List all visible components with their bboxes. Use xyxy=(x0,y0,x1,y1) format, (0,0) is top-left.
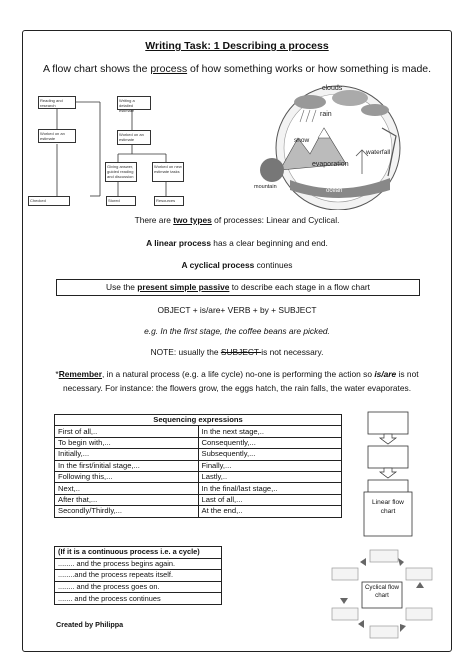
table-cell: Secondly/Thirdly,... xyxy=(55,506,199,517)
grammar-keyword: present simple passive xyxy=(137,282,230,292)
table-cell: Initially,... xyxy=(55,449,199,460)
middle-flow-box-2: Worked on an estimate xyxy=(117,130,151,145)
intro-text xyxy=(40,61,434,77)
passive-example: e.g. In the first stage, the coffee beans are picked. xyxy=(144,326,330,336)
table-cell: Consequently,... xyxy=(198,437,342,448)
table-cell: In the first/initial stage,... xyxy=(55,460,199,471)
grammar-pre: Use the xyxy=(106,282,138,292)
middle-flow-box-4: Worked on new estimate tasks xyxy=(152,162,184,182)
linear-rest: has a clear beginning and end. xyxy=(210,238,328,248)
water-cycle-label-evaporation: evaporation xyxy=(312,161,349,168)
table-cell: To begin with,... xyxy=(55,437,199,448)
types-line xyxy=(0,215,474,225)
note-post: is not necessary. xyxy=(261,347,324,357)
continuous-title: (If it is a continuous process i.e. a cycle) xyxy=(55,547,222,559)
linear-bold: A linear process xyxy=(146,238,211,248)
table-cell: Lastly,.. xyxy=(198,471,342,482)
table-row xyxy=(55,483,342,494)
table-row xyxy=(55,494,342,505)
table-row xyxy=(55,593,222,605)
middle-flow-box-6: Resources xyxy=(154,196,184,206)
note-strike: SUBJECT xyxy=(220,347,262,357)
table-row xyxy=(55,581,222,593)
water-cycle-illustration xyxy=(250,80,425,210)
types-post: of processes: Linear and Cyclical. xyxy=(211,215,340,225)
left-flow-box-2: Worked on an estimate xyxy=(38,129,76,143)
remember-keyword: Remember xyxy=(58,369,102,379)
passive-formula: OBJECT + is/are+ VERB + by + SUBJECT xyxy=(157,305,317,315)
grammar-post: to describe each stage in a flow chart xyxy=(229,282,370,292)
table-cell: ........ and the process begins again. xyxy=(55,558,222,570)
types-pre: There are xyxy=(134,215,174,225)
table-cell: Finally,... xyxy=(198,460,342,471)
table-cell: In the next stage,.. xyxy=(198,426,342,437)
types-keyword: two types xyxy=(173,215,212,225)
linear-flow-label: Linear flow chart xyxy=(372,499,404,515)
table-cell: First of all,.. xyxy=(55,426,199,437)
water-cycle-label-mountain: mountain xyxy=(254,184,277,190)
water-cycle-label-snow: snow xyxy=(294,137,310,144)
table-row xyxy=(55,426,342,437)
middle-flowchart-lines xyxy=(100,92,200,212)
water-cycle-label-clouds: clouds xyxy=(322,85,343,92)
table-row xyxy=(55,506,342,517)
middle-flow-box-1: Writing a detailed estimate xyxy=(117,96,151,110)
table-cell: Following this,... xyxy=(55,471,199,482)
water-cycle-label-ocean: ocean xyxy=(326,188,343,194)
table-row xyxy=(55,471,342,482)
sequencing-title: Sequencing expressions xyxy=(55,415,342,426)
table-cell: Next,.. xyxy=(55,483,199,494)
table-row xyxy=(55,460,342,471)
table-cell: At the end,.. xyxy=(198,506,342,517)
continuous-process-table xyxy=(54,546,222,605)
remember-paragraph xyxy=(42,367,432,395)
intro-post: of how something works or how something is made. xyxy=(187,63,432,75)
table-cell: Subsequently,... xyxy=(198,449,342,460)
table-cell: Last of all,... xyxy=(198,494,342,505)
water-cycle-label-waterfall: waterfall xyxy=(366,149,391,156)
left-flow-box-3: Checked xyxy=(28,196,70,206)
table-cell: ....... and the process continues xyxy=(55,593,222,605)
cyclical-line xyxy=(0,260,474,270)
remember-star: * xyxy=(55,369,59,379)
intro-keyword: process xyxy=(150,63,188,75)
remember-mid1: , in a natural process (e.g. a life cycle) no-one is performing the action so xyxy=(101,369,375,379)
cyclical-bold: A cyclical process xyxy=(181,260,255,270)
note-pre: NOTE: usually the xyxy=(150,347,221,357)
creator-credit: Created by Philippa xyxy=(56,620,124,629)
linear-flow-diagram xyxy=(362,408,414,540)
left-flow-box-1: Reading and research xyxy=(38,96,76,109)
linear-line xyxy=(0,238,474,248)
continuous-header-row xyxy=(55,547,222,559)
sequencing-table xyxy=(54,414,342,518)
remember-is-are: is/are xyxy=(374,369,397,379)
table-row xyxy=(55,437,342,448)
cyclical-flow-label: Cyclical flow chart xyxy=(364,584,400,599)
table-row xyxy=(55,570,222,582)
grammar-rule-box xyxy=(56,279,420,296)
cyclical-rest: continues xyxy=(254,260,293,270)
table-row xyxy=(55,449,342,460)
table-cell: ........ and the process goes on. xyxy=(55,581,222,593)
table-row xyxy=(55,558,222,570)
note-line xyxy=(0,347,474,357)
middle-flow-box-5: Stored xyxy=(106,196,136,206)
intro-pre: A flow chart shows the xyxy=(42,63,151,75)
remember-mid2: is not necessary. For instance: the flowers grow, the eggs hatch, the rain falls, the water evaporates. xyxy=(62,369,419,393)
page-title: Writing Task: 1 Describing a process xyxy=(145,40,329,52)
sequencing-header-row xyxy=(55,415,342,426)
water-cycle-label-rain: rain xyxy=(320,111,332,118)
table-cell: In the final/last stage,.. xyxy=(198,483,342,494)
table-cell: ........and the process repeats itself. xyxy=(55,570,222,582)
middle-flow-box-3: Giving answer, guided reading and discussion xyxy=(105,162,137,182)
table-cell: After that,... xyxy=(55,494,199,505)
